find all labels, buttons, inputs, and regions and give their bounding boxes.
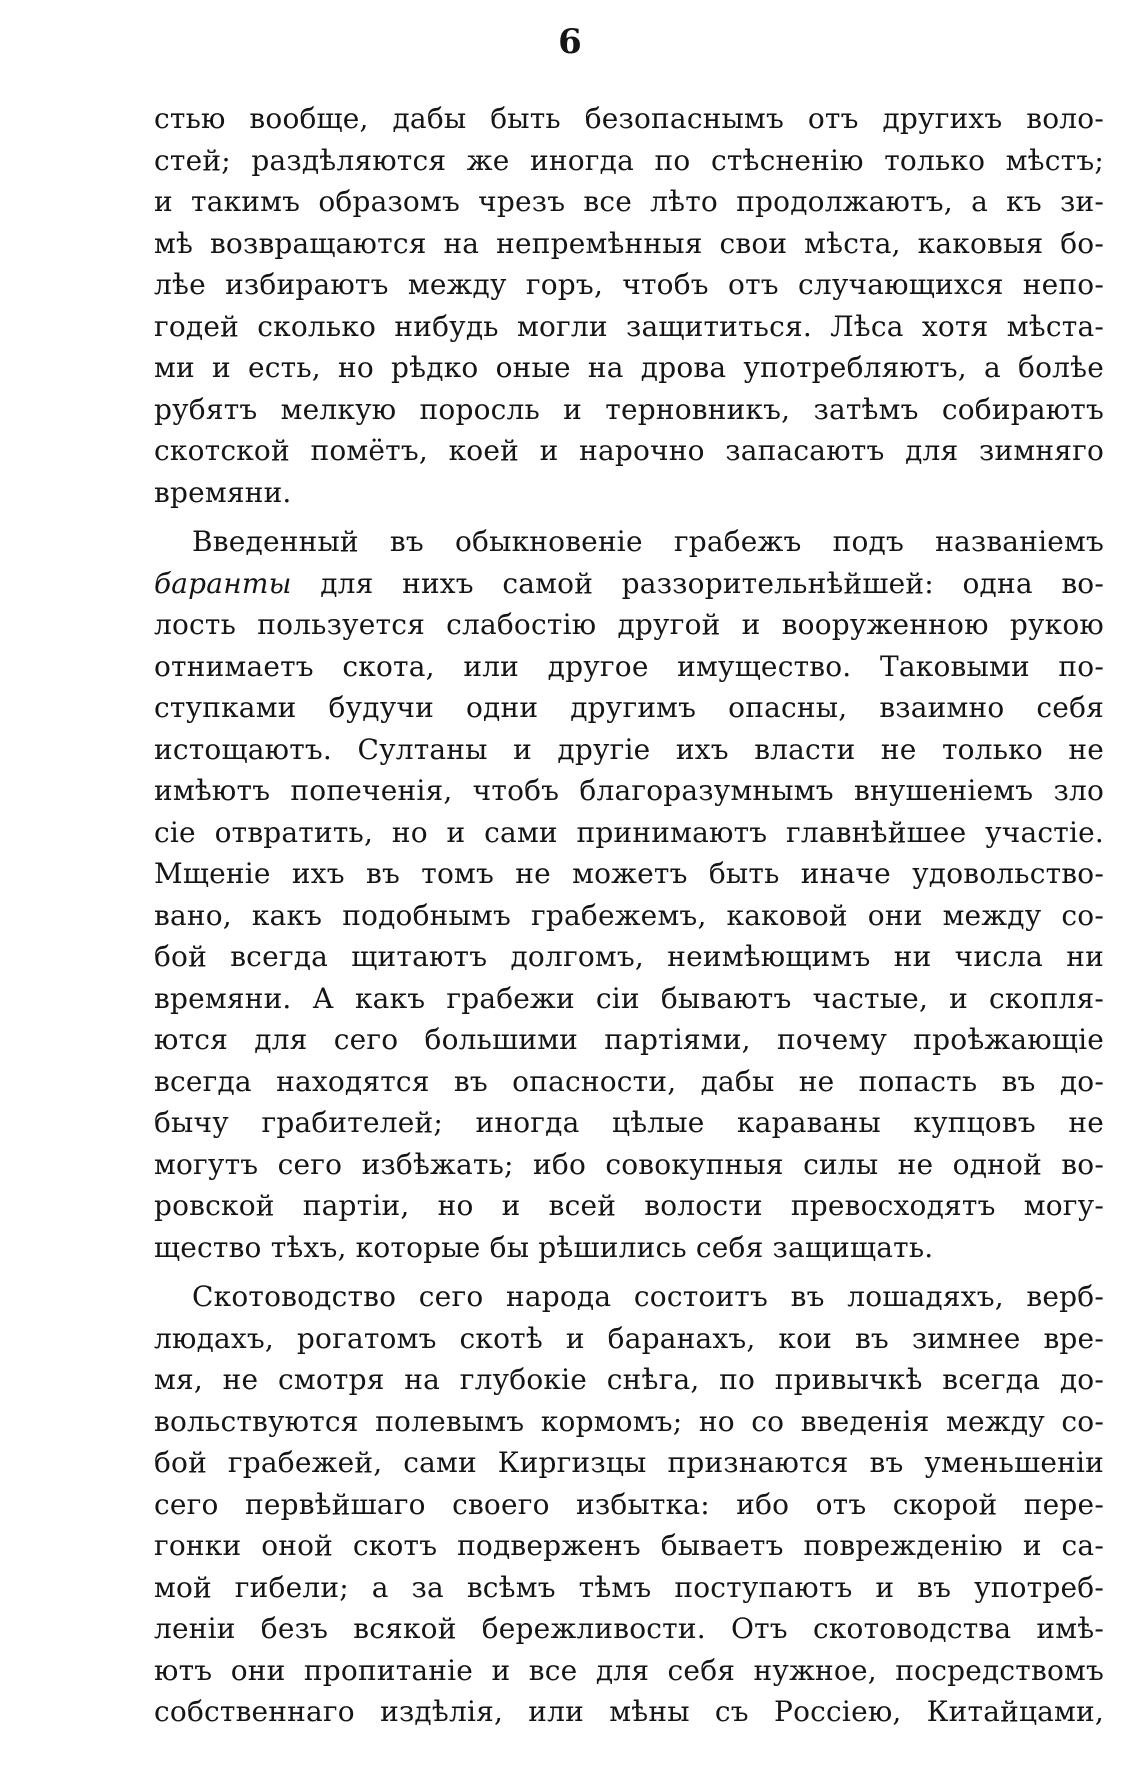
text-segment: лѣе избираютъ между горъ, чтобъ отъ случающихся непо- xyxy=(154,268,1104,301)
text-segment: и такимъ образомъ чрезъ все лѣто продолжаютъ, а къ зи- xyxy=(154,185,1104,218)
text-segment: вольствуются полевымъ кормомъ; но со введенія между со- xyxy=(154,1404,1104,1438)
text-segment: Скотоводство сего народа состоитъ въ лошадяхъ, верб- xyxy=(192,1280,1104,1313)
text-segment: леніи безъ всякой бережливости. Отъ скотоводства имѣ- xyxy=(154,1612,1104,1645)
text-line xyxy=(154,1359,1104,1401)
page-number: 6 xyxy=(558,22,582,62)
text-line xyxy=(154,223,1104,265)
text-line xyxy=(154,853,1104,895)
text-line xyxy=(154,1227,1104,1269)
text-line xyxy=(154,936,1104,978)
text-segment: ми и есть, но рѣдко оные на дрова употребляютъ, а болѣе xyxy=(154,351,1104,384)
text-segment: людахъ, рогатомъ скотѣ и баранахъ, кои въ зимнее вре- xyxy=(154,1321,1104,1355)
text-line xyxy=(154,646,1104,688)
text-line xyxy=(154,978,1104,1020)
text-line xyxy=(154,1318,1104,1360)
text-segment: Мщеніе ихъ въ томъ не можетъ быть иначе удовольство- xyxy=(154,857,1104,890)
text-line xyxy=(154,1276,1104,1318)
text-line xyxy=(154,1442,1104,1484)
text-segment: сего первѣйшаго своего избытка: ибо отъ скорой пере- xyxy=(154,1487,1104,1521)
paragraph-gap xyxy=(154,1268,1104,1276)
text-line xyxy=(154,687,1104,729)
paragraph-gap xyxy=(154,513,1104,521)
text-segment: для нихъ самой раззорительнѣйшей: одна во- xyxy=(291,566,1104,600)
text-line xyxy=(154,812,1104,854)
body-text xyxy=(154,98,1104,1733)
text-line xyxy=(154,430,1104,472)
italic-term: баранты xyxy=(154,566,292,600)
text-segment: ются для сего большими партіями, почему проѣжающіе xyxy=(154,1023,1104,1056)
text-line xyxy=(154,1102,1104,1144)
text-line xyxy=(154,895,1104,937)
text-line xyxy=(154,1061,1104,1103)
text-line xyxy=(154,604,1104,646)
text-segment: ровской партіи, но и всей волости превосходятъ могу- xyxy=(154,1189,1104,1222)
text-line xyxy=(154,1185,1104,1227)
text-segment: вано, какъ подобнымъ грабежемъ, каковой они между со- xyxy=(154,898,1104,932)
text-line xyxy=(154,472,1104,514)
text-line xyxy=(154,181,1104,223)
text-segment: времяни. xyxy=(154,475,292,509)
text-line xyxy=(154,389,1104,431)
text-segment: собственнаго издѣлія, или мѣны съ Россіею, Китайцами, xyxy=(154,1695,1104,1728)
text-line xyxy=(154,563,1104,605)
text-line xyxy=(154,1401,1104,1443)
text-segment: щество тѣхъ, которые бы рѣшились себя защищать. xyxy=(154,1230,934,1264)
text-line xyxy=(154,1019,1104,1061)
text-segment: всегда находятся въ опасности, дабы не попасть въ до- xyxy=(154,1064,1104,1098)
text-segment: мя, не смотря на глубокіе снѣга, по привычкѣ всегда до- xyxy=(154,1363,1104,1396)
text-segment: истощаютъ. Султаны и другіе ихъ власти не только не xyxy=(154,732,1104,766)
text-segment: мѣ возвращаются на непремѣнныя свои мѣста, каковыя бо- xyxy=(154,226,1104,260)
text-line xyxy=(154,1525,1104,1567)
text-segment: ютъ они пропитаніе и все для себя нужное, посредствомъ xyxy=(154,1653,1104,1687)
text-line xyxy=(154,521,1104,563)
text-segment: имѣютъ попеченія, чтобъ благоразумнымъ внушеніемъ зло xyxy=(154,774,1104,807)
text-segment: отнимаетъ скота, или другое имущество. Таковыми по- xyxy=(154,649,1104,683)
text-segment: бычу грабителей; иногда цѣлые караваны купцовъ не xyxy=(154,1106,1104,1139)
text-segment: годей сколько нибудь могли защититься. Лѣса хотя мѣста- xyxy=(154,309,1104,343)
text-segment: времяни. А какъ грабежи сіи бываютъ частые, и скопля- xyxy=(154,981,1104,1015)
text-line xyxy=(154,98,1104,140)
text-line xyxy=(154,729,1104,771)
text-segment: скотской помётъ, коей и нарочно запасаютъ для зимняго xyxy=(154,434,1104,467)
text-segment: сіе отвратить, но и сами принимаютъ главнѣйшее участіе. xyxy=(154,815,1104,849)
text-line xyxy=(154,347,1104,389)
text-segment: стью вообще, дабы быть безопаснымъ отъ другихъ воло- xyxy=(154,102,1104,135)
text-segment: стей; раздѣляются же иногда по стѣсненію только мѣстъ; xyxy=(154,143,1104,177)
text-segment: бой грабежей, сами Киргизцы признаются въ уменьшеніи xyxy=(154,1446,1104,1479)
text-segment: мой гибели; а за всѣмъ тѣмъ поступаютъ и въ употреб- xyxy=(154,1570,1104,1604)
text-line xyxy=(154,770,1104,812)
text-line xyxy=(154,1608,1104,1650)
text-line xyxy=(154,1484,1104,1526)
text-segment: бой всегда щитаютъ долгомъ, неимѣющимъ ни числа ни xyxy=(154,940,1104,973)
text-line xyxy=(154,1144,1104,1186)
text-line xyxy=(154,1691,1104,1733)
text-segment: ступками будучи одни другимъ опасны, взаимно себя xyxy=(154,691,1104,724)
text-line xyxy=(154,306,1104,348)
text-line xyxy=(154,140,1104,182)
text-segment: могутъ сего избѣжать; ибо совокупныя силы не одной во- xyxy=(154,1147,1104,1181)
text-line xyxy=(154,1567,1104,1609)
text-segment: рубятъ мелкую поросль и терновникъ, затѣмъ собираютъ xyxy=(154,392,1104,426)
text-line xyxy=(154,264,1104,306)
text-segment: Введенный въ обыкновеніе грабежъ подъ названіемъ xyxy=(192,525,1104,558)
text-segment: лость пользуется слабостію другой и вооруженною рукою xyxy=(154,608,1104,641)
text-segment: гонки оной скотъ подверженъ бываетъ поврежденію и са- xyxy=(154,1529,1104,1562)
text-line xyxy=(154,1650,1104,1692)
